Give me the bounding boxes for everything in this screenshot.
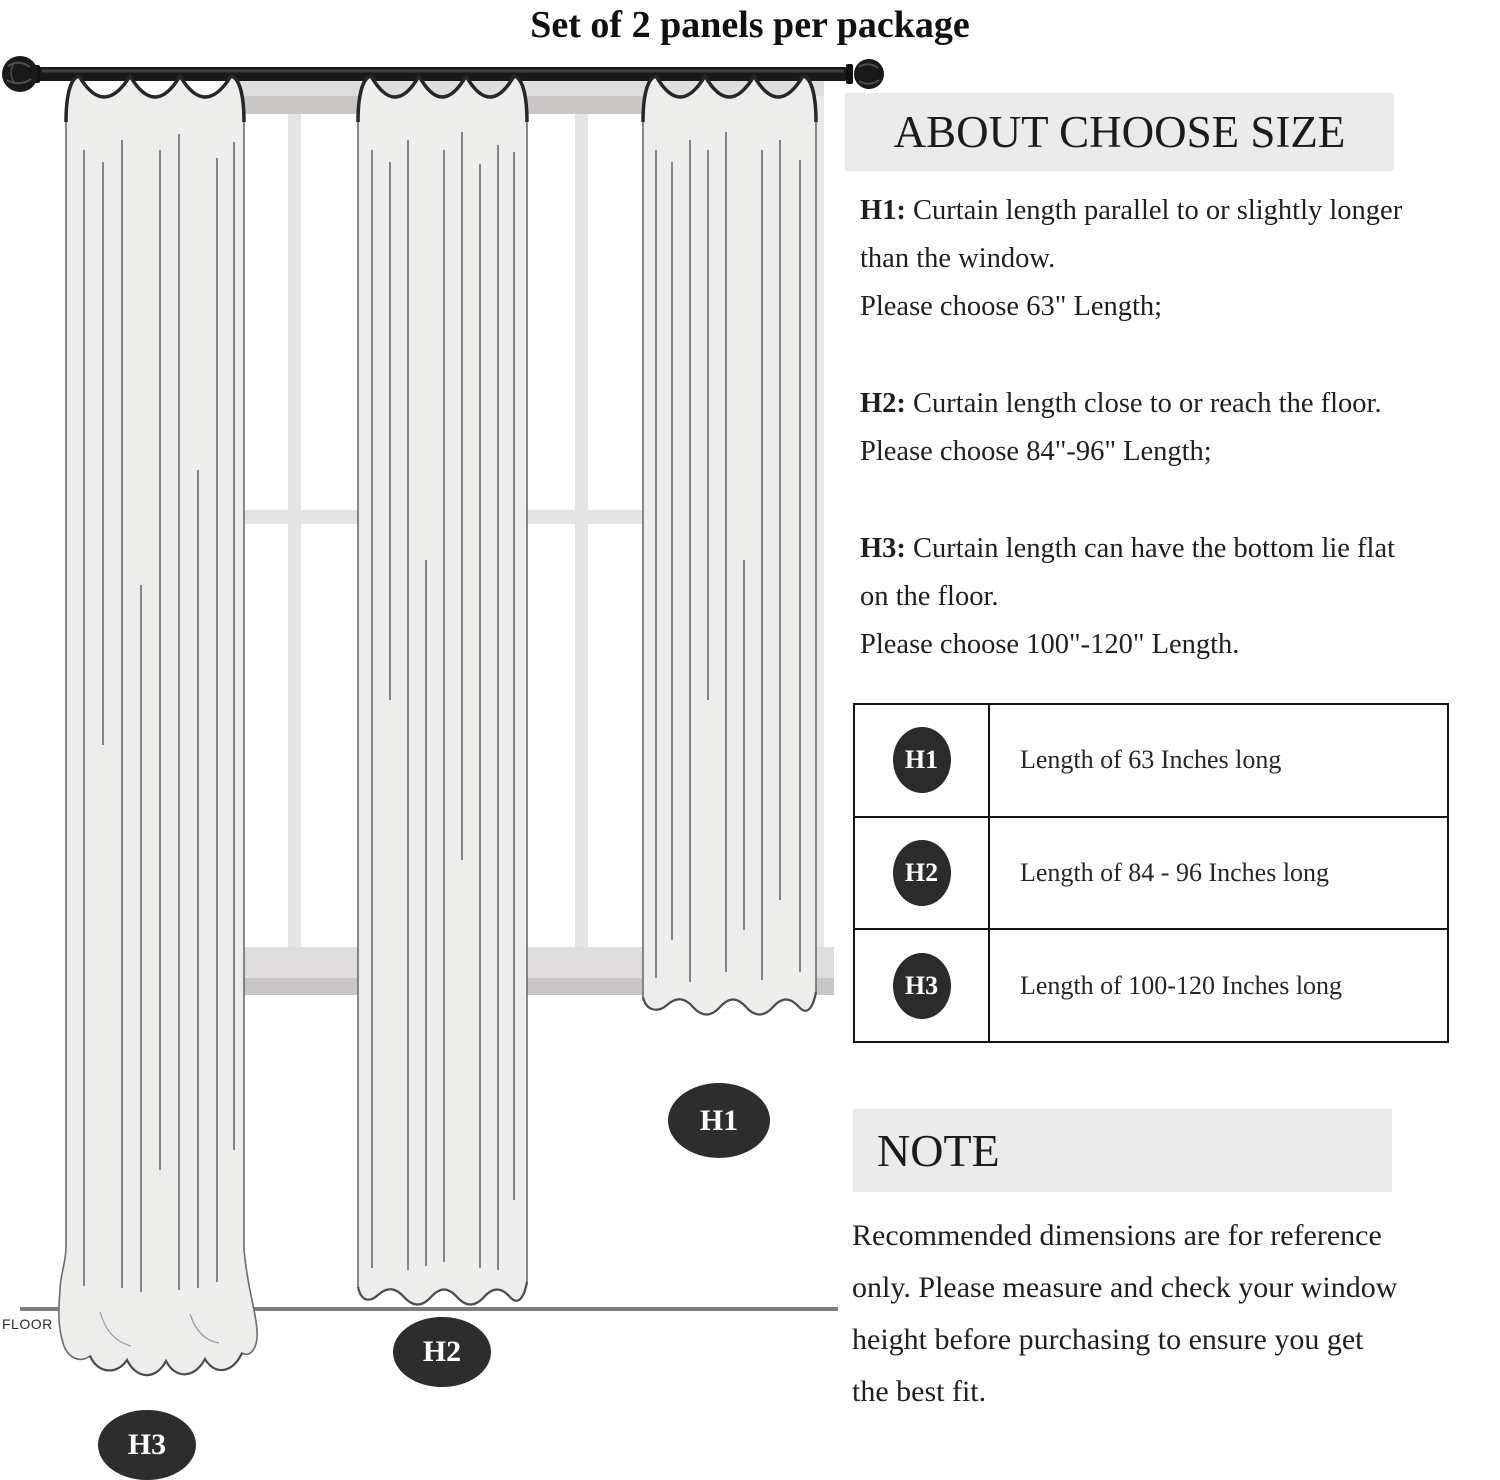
- h1-text-line1: Curtain length parallel to or slightly longer: [913, 195, 1403, 226]
- note-line1: Recommended dimensions are for reference: [852, 1219, 1382, 1252]
- h2-badge: H2: [393, 1317, 491, 1387]
- note-line3: height before purchasing to ensure you get: [852, 1323, 1364, 1356]
- h3-text-line2: on the floor.: [860, 581, 999, 612]
- table-badge-h2: H2: [893, 840, 951, 906]
- about-choose-size-heading: ABOUT CHOOSE SIZE: [845, 93, 1394, 171]
- floor-label: FLOOR: [2, 1316, 53, 1332]
- page-title: Set of 2 panels per package: [530, 4, 970, 46]
- h1-text-line2: than the window.: [860, 243, 1056, 274]
- size-paragraph-h1: [860, 187, 1500, 331]
- size-paragraph-h2: [860, 380, 1500, 476]
- table-badge-h3: H3: [893, 953, 951, 1019]
- table-text-h3: Length of 100-120 Inches long: [1020, 970, 1343, 1000]
- h2-text-line2: Please choose 84"-96" Length;: [860, 436, 1212, 467]
- h1-label: H1:: [860, 195, 906, 226]
- right-finial: [846, 59, 884, 89]
- table-row: [855, 930, 1447, 1041]
- h3-label: H3:: [860, 533, 906, 564]
- table-text-h1: Length of 63 Inches long: [1020, 745, 1282, 775]
- note-heading: NOTE: [853, 1109, 1392, 1192]
- h1-badge: H1: [668, 1083, 770, 1158]
- h3-text-line1: Curtain length can have the bottom lie flat: [913, 533, 1396, 564]
- table-row: [855, 705, 1447, 818]
- left-finial: [2, 56, 38, 92]
- h3-text-line3: Please choose 100"-120" Length.: [860, 629, 1240, 660]
- size-paragraph-h3: [860, 525, 1500, 669]
- note-line2: only. Please measure and check your window: [852, 1271, 1398, 1304]
- table-row: [855, 818, 1447, 931]
- table-badge-h1: H1: [893, 727, 951, 793]
- note-line4: the best fit.: [852, 1375, 987, 1408]
- h3-badge: H3: [98, 1410, 196, 1480]
- h1-text-line3: Please choose 63" Length;: [860, 291, 1163, 322]
- size-table: [853, 703, 1449, 1043]
- curtain-panel-h3: [59, 76, 257, 1375]
- table-text-h2: Length of 84 - 96 Inches long: [1020, 858, 1330, 887]
- curtain-panel-h1: [643, 76, 816, 1015]
- curtain-panel-h2: [358, 76, 527, 1305]
- note-paragraph: [852, 1210, 1500, 1418]
- h2-label: H2:: [860, 388, 906, 419]
- h2-text-line1: Curtain length close to or reach the floor.: [913, 388, 1382, 419]
